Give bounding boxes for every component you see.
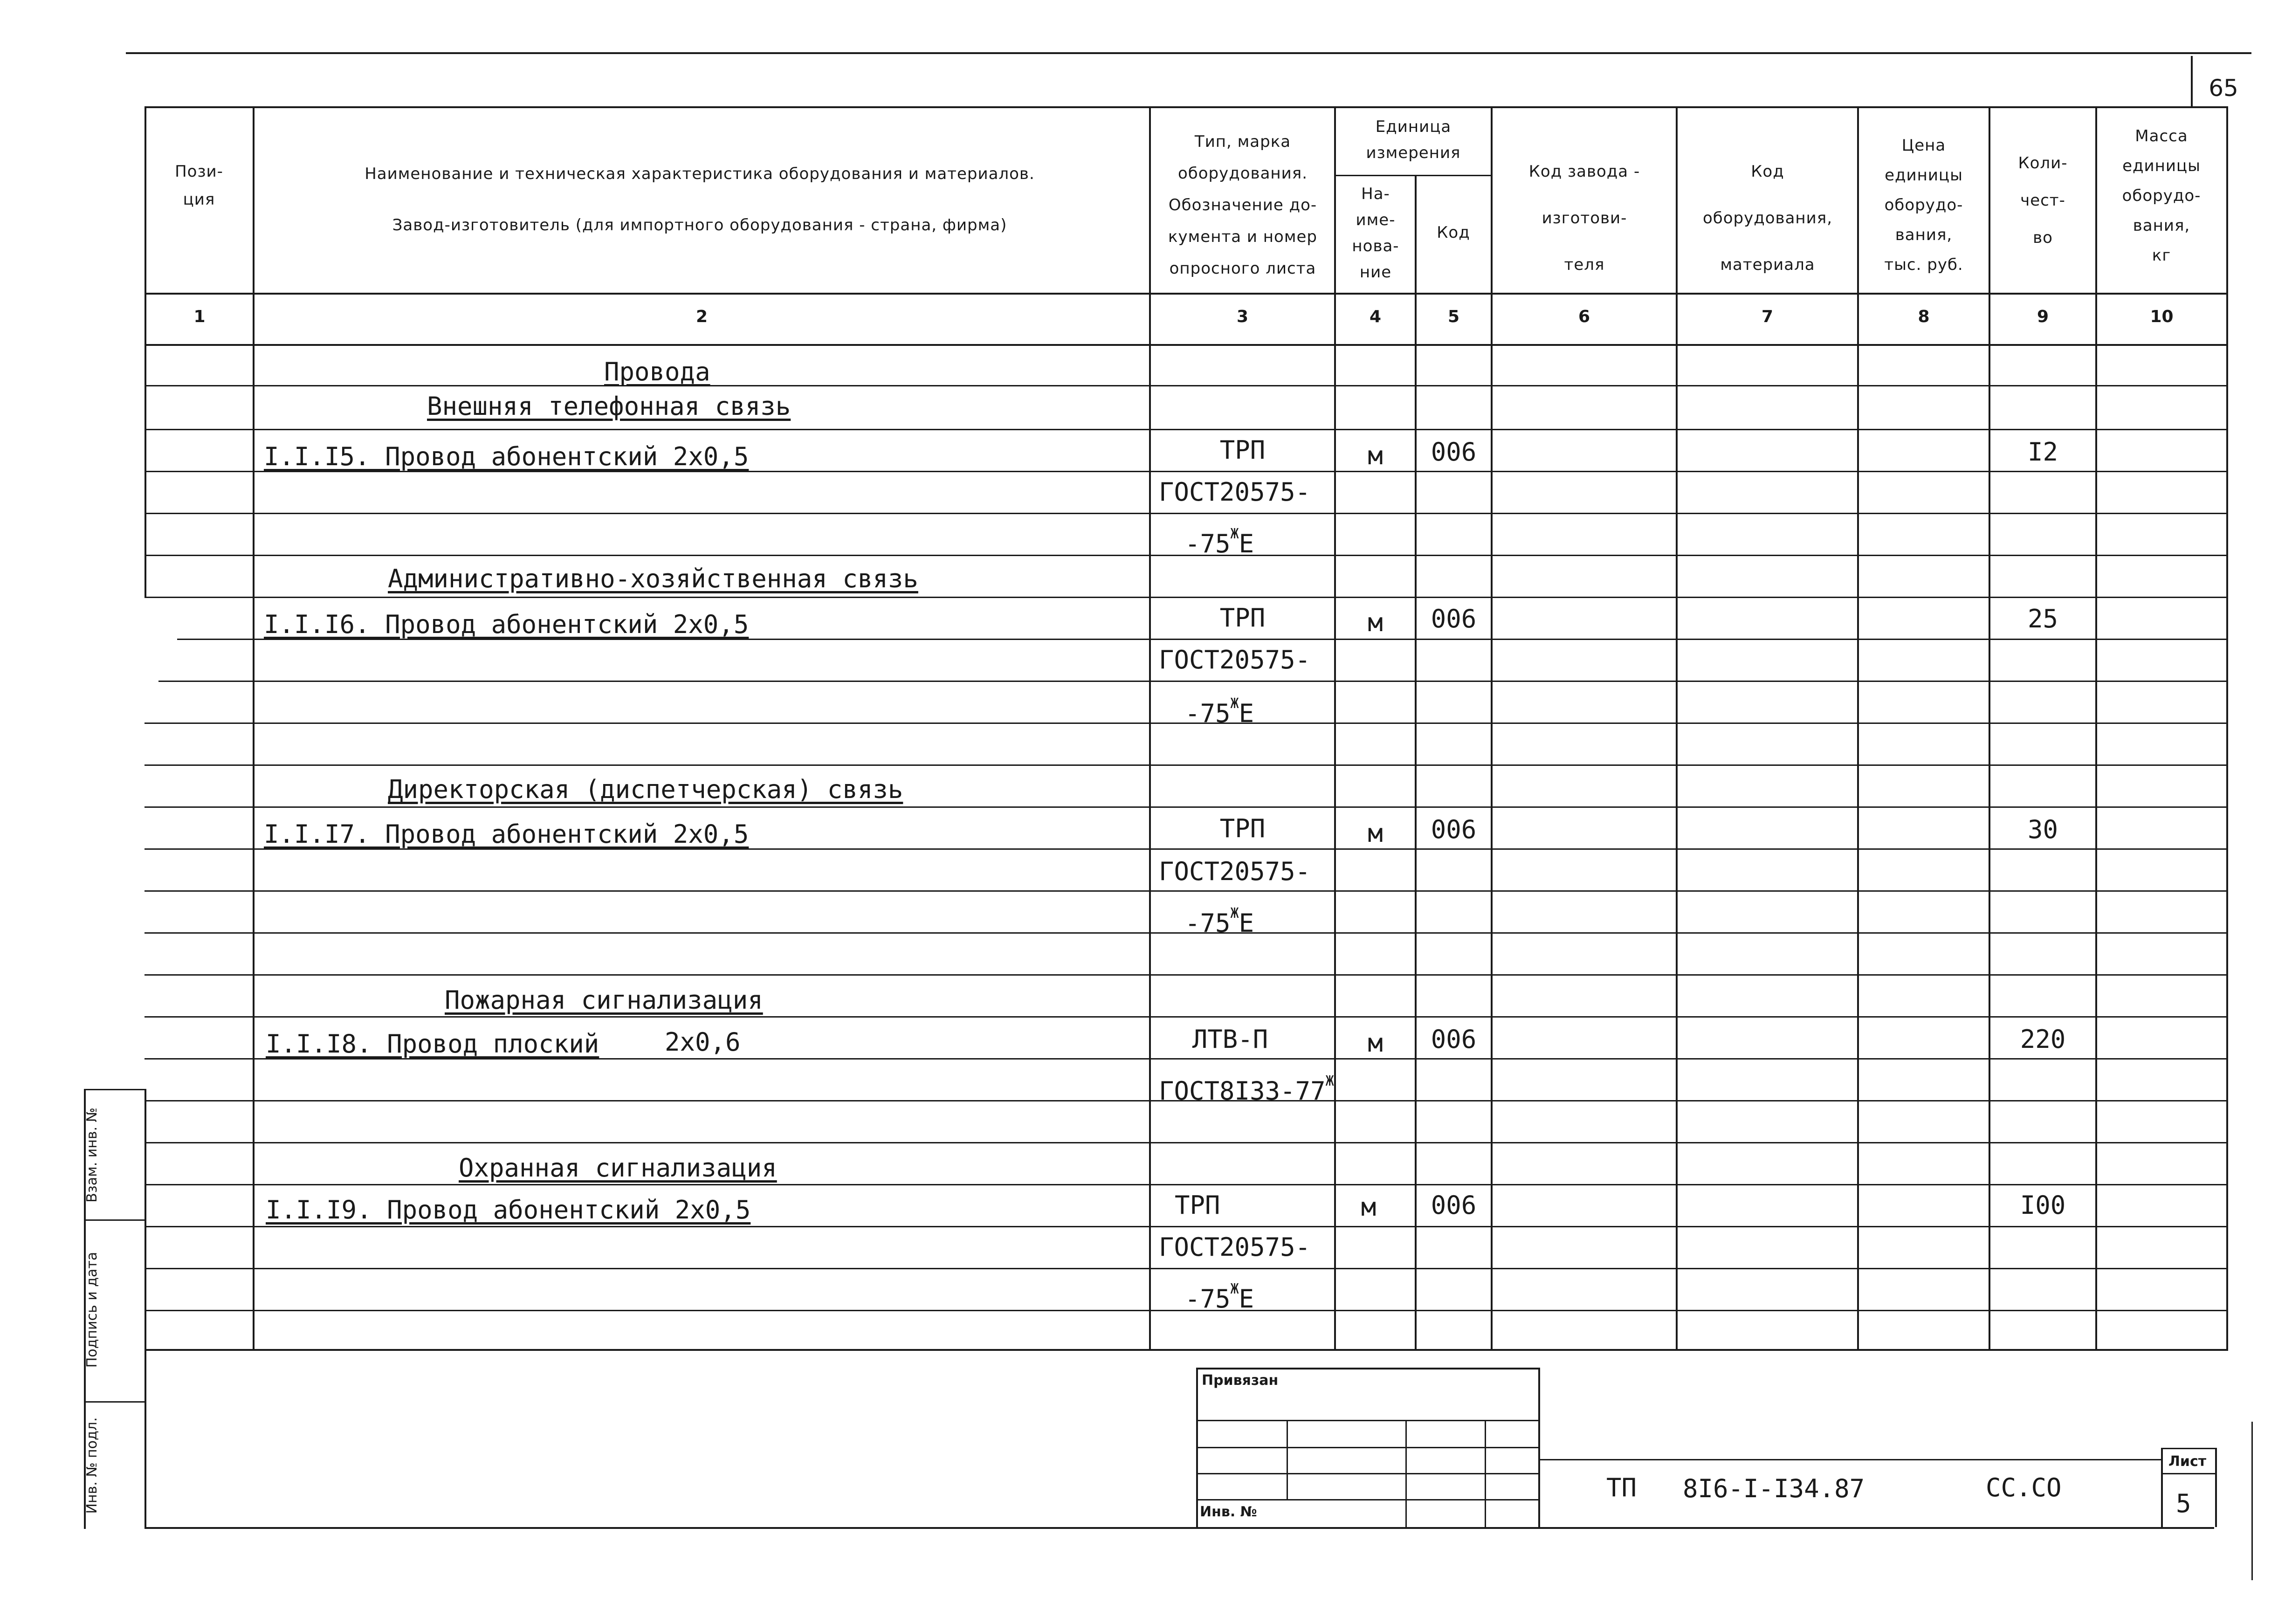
header-unit-name: На- име- нова- ние	[1352, 185, 1399, 282]
header-position: Пози- ция	[175, 162, 223, 209]
item-doc-line1: ГОСТ20575-	[1159, 477, 1311, 507]
item-name: I.I.I5. Провод абонентский 2х0,5	[264, 442, 749, 471]
sheet-label: Лист	[2168, 1453, 2207, 1470]
item-code: 006	[1431, 1025, 1477, 1054]
col-line-6	[1491, 106, 1493, 1349]
section-heading-guard: Охранная сигнализация	[459, 1153, 777, 1183]
sheet-number: 5	[2176, 1489, 2191, 1518]
page-number-box-left	[2191, 56, 2193, 108]
header-factory-code: Код завода - изготови- теля	[1528, 162, 1640, 274]
colnum-7: 7	[1761, 307, 1774, 326]
doc-superscript: Ж	[1230, 905, 1239, 922]
stamp-inv-no: Инв. №	[1200, 1504, 1257, 1520]
side-label-replacement-inventory: Взам. инв. №	[84, 1108, 100, 1203]
row-line	[145, 597, 2228, 598]
item-name: I.I.I7. Провод абонентский 2х0,5	[264, 819, 749, 849]
section-heading-director: Директорская (диспетчерская) связь	[388, 775, 903, 804]
row-line	[145, 764, 2228, 766]
header-name: Наименование и техническая характеристика оборудования и материалов. Завод-изготовитель (для импортного оборудования - страна, фирма)	[365, 165, 1035, 234]
doc-tp: ТП	[1606, 1473, 1637, 1502]
colnum-5: 5	[1447, 307, 1460, 326]
sheet-box-right	[2215, 1448, 2217, 1527]
header-type: Тип, марка оборудования. Обозначение до- кумента и номер опросного листа	[1168, 132, 1317, 278]
item-quantity: 30	[2027, 815, 2058, 844]
row-line	[145, 1268, 2228, 1269]
item-unit: м	[1368, 819, 1383, 848]
col-line-5	[1415, 175, 1417, 1349]
item-name: I.I.I9. Провод абонентский 2х0,5	[266, 1195, 751, 1225]
doc-suffix: Е	[1239, 699, 1254, 728]
colnum-10: 10	[2150, 307, 2174, 326]
item-doc-line2	[1185, 690, 1254, 728]
page-number: 65	[2209, 75, 2238, 102]
row-line	[145, 1142, 2228, 1143]
doc-superscript: Ж	[1230, 695, 1239, 712]
item-code: 006	[1431, 815, 1477, 844]
page-top-rule	[126, 52, 2251, 54]
header-bottom-border	[145, 293, 2228, 295]
colnum-1: 1	[193, 307, 206, 326]
stamp-line	[1196, 1447, 1540, 1448]
doc-superscript: Ж	[1230, 526, 1239, 542]
col-line-7	[1676, 106, 1678, 1349]
doc-suffix: Е	[1239, 1284, 1254, 1314]
row-line	[145, 890, 2228, 892]
stamp-col	[1287, 1420, 1288, 1499]
item-unit: м	[1368, 608, 1383, 637]
stamp-line	[1196, 1473, 1540, 1474]
stamp-line	[1196, 1420, 1540, 1421]
doc-suffix: Е	[1239, 908, 1254, 938]
doc-number: -75	[1185, 529, 1231, 558]
item-doc-line1: ГОСТ20575-	[1159, 645, 1311, 674]
doc-superscript: Ж	[1325, 1073, 1334, 1089]
col-line-3	[1149, 106, 1151, 1349]
col-line-10	[2095, 106, 2097, 1349]
col-line-2	[253, 106, 255, 1349]
item-unit: м	[1368, 1028, 1383, 1058]
doc-set: СС.СО	[1986, 1473, 2062, 1502]
table-top-border	[145, 106, 2228, 108]
doc-number: -75	[1185, 1284, 1231, 1314]
table-bottom-border	[145, 1349, 2228, 1351]
item-doc-line1	[1159, 1067, 1334, 1105]
row-line	[145, 974, 2228, 976]
section-heading-fire: Пожарная сигнализация	[445, 985, 763, 1015]
item-type: ТРП	[1219, 435, 1266, 465]
colnum-9: 9	[2037, 307, 2049, 326]
colnum-8: 8	[1918, 307, 1930, 326]
side-label-original-inventory: Инв. № подл.	[84, 1417, 100, 1514]
item-type: ТРП	[1175, 1190, 1220, 1220]
row-line	[145, 1016, 2228, 1018]
sheet-box-divider	[2161, 1473, 2217, 1474]
item-doc-line2	[1185, 520, 1254, 558]
stamp-line	[1196, 1499, 1540, 1500]
colnum-6: 6	[1578, 307, 1590, 326]
item-doc-line1: ГОСТ20575-	[1159, 857, 1311, 886]
bottom-frame-bottom	[145, 1527, 2214, 1529]
row-line	[145, 429, 2228, 430]
item-quantity: 220	[2020, 1025, 2066, 1054]
unit-group-divider	[1334, 175, 1492, 176]
doc-superscript: Ж	[1230, 1281, 1239, 1297]
item-name: I.I.I8. Провод плоский	[266, 1029, 599, 1059]
item-code: 006	[1431, 1190, 1477, 1220]
item-unit: м	[1368, 441, 1383, 470]
section-heading-external-phone: Внешняя телефонная связь	[427, 392, 791, 421]
col-line-9	[1989, 106, 1990, 1349]
colnum-2: 2	[695, 307, 708, 326]
item-quantity: I2	[2027, 437, 2058, 467]
item-doc-line1: ГОСТ20575-	[1159, 1232, 1311, 1262]
stamp-col	[1405, 1420, 1407, 1527]
item-doc-line2	[1185, 900, 1254, 937]
colnum-4: 4	[1369, 307, 1382, 326]
doc-number: ГОСТ8I33-77	[1159, 1076, 1326, 1106]
item-type: ЛТВ-П	[1192, 1025, 1268, 1054]
row-line	[145, 385, 2228, 386]
stamp-col	[1485, 1420, 1486, 1527]
section-heading-admin: Административно-хозяйственная связь	[388, 564, 918, 593]
stamp-privyazan: Привязан	[1202, 1372, 1279, 1389]
sheet-box-top	[2161, 1448, 2217, 1449]
header-quantity: Коли- чест- во	[2018, 154, 2068, 247]
item-name-spec: 2х0,6	[665, 1027, 741, 1057]
header-mass: Масса единицы оборудо- вания, кг	[2122, 127, 2201, 265]
stamp-box-top	[1196, 1368, 1540, 1369]
col-line-11	[2226, 106, 2228, 1349]
row-line	[158, 681, 2228, 682]
row-line	[145, 513, 2228, 514]
header-unit-group: Единица измерения	[1366, 117, 1461, 162]
item-quantity: I00	[2020, 1190, 2066, 1220]
doc-suffix: Е	[1239, 529, 1254, 558]
item-name: I.I.I6. Провод абонентский 2х0,5	[264, 610, 749, 639]
col-line-8	[1857, 106, 1859, 1349]
doc-number: -75	[1185, 699, 1231, 728]
right-edge-rule	[2251, 1422, 2253, 1580]
item-unit: м	[1361, 1192, 1377, 1222]
colnum-3: 3	[1236, 307, 1249, 326]
item-code: 006	[1431, 437, 1477, 467]
col-line-4	[1334, 106, 1336, 1349]
item-doc-line2	[1185, 1275, 1254, 1313]
sheet-box-left	[2161, 1448, 2163, 1527]
doc-number: -75	[1185, 908, 1231, 938]
item-code: 006	[1431, 604, 1477, 633]
colnum-bottom-border	[145, 344, 2228, 346]
row-line	[145, 806, 2228, 808]
header-equipment-code: Код оборудования, материала	[1702, 162, 1833, 274]
title-divider	[1538, 1459, 2161, 1460]
item-type: ТРП	[1219, 603, 1266, 633]
side-strip-right	[145, 1089, 146, 1529]
header-price: Цена единицы оборудо- вания, тыс. руб.	[1884, 136, 1963, 274]
row-line	[145, 1184, 2228, 1185]
item-type: ТРП	[1219, 814, 1266, 843]
row-line	[145, 1226, 2228, 1227]
header-unit-code: Код	[1437, 223, 1470, 242]
section-heading-wires: Провода	[604, 357, 710, 386]
doc-code: 8I6-I-I34.87	[1683, 1474, 1865, 1503]
side-label-signature-date: Подпись и дата	[84, 1252, 100, 1368]
item-quantity: 25	[2027, 604, 2058, 633]
